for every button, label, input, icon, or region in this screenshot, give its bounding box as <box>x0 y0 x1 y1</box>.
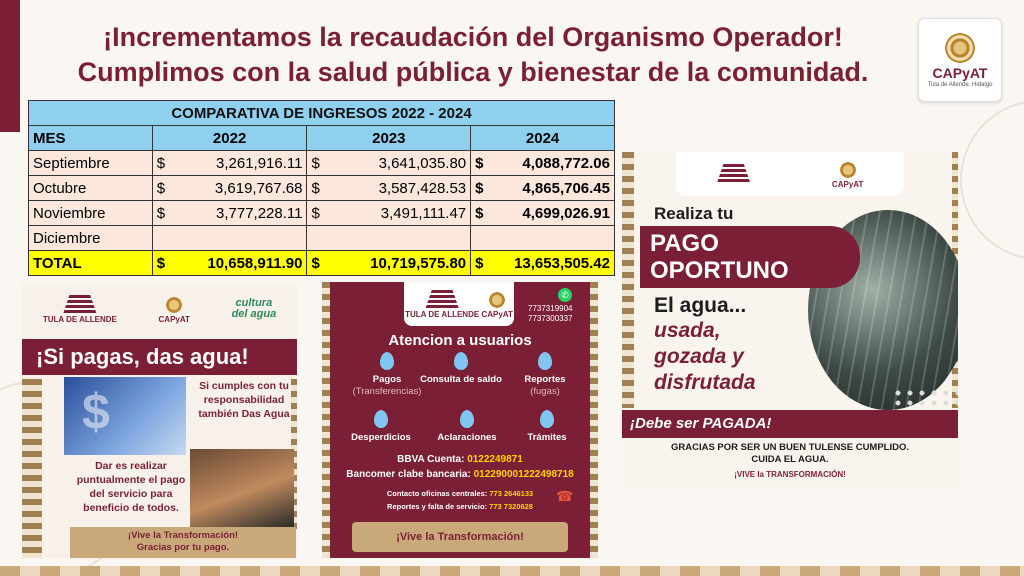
poster-text-1: Si cumples con tu responsabilidad también Das Agua <box>198 380 290 420</box>
headline-line-2: Cumplimos con la salud pública y bienestar de la comunidad. <box>77 57 869 87</box>
water-drop-icon <box>460 410 474 428</box>
debe-ser-pagada-banner: ¡Debe ser PAGADA! <box>622 410 958 438</box>
value-cell: $ 3,619,767.68 <box>152 176 307 201</box>
value-cell <box>152 226 307 251</box>
poster-logos <box>404 282 514 326</box>
gracias-text: GRACIAS POR SER UN BUEN TULENSE CUMPLIDO. CUIDA EL AGUA. <box>670 442 910 465</box>
header-2022: 2022 <box>152 126 307 151</box>
dollar-icon: $ <box>82 384 110 440</box>
value-cell: $ 3,777,228.11 <box>152 201 307 226</box>
accent-bar <box>0 0 20 132</box>
header-mes: MES <box>29 126 153 151</box>
capyat-mini-logo: CAPyAT <box>481 290 512 319</box>
bank-info: BBVA Cuenta: 0122249871 Bancomer clabe bancaria: 012290001222498718 <box>346 454 574 480</box>
value-cell <box>307 226 471 251</box>
water-drop-icon <box>380 352 394 370</box>
value-cell: $ 4,699,026.91 <box>471 201 615 226</box>
value-cell: $ 3,491,111.47 <box>307 201 471 226</box>
table-row <box>29 176 615 201</box>
poster-pago-oportuno <box>622 152 958 487</box>
tula-logo: TULA DE ALLENDE <box>43 295 117 324</box>
service-item: Pagos (Transferencias) <box>342 352 432 398</box>
value-cell: $ 3,641,035.80 <box>307 151 471 176</box>
woman-photo <box>190 449 294 527</box>
capyat-emblem-icon <box>838 160 858 180</box>
temple-icon <box>717 164 751 184</box>
service-item: Aclaraciones <box>422 410 512 444</box>
value-cell: $ 3,587,428.53 <box>307 176 471 201</box>
fret-border <box>22 379 42 558</box>
header-2023: 2023 <box>307 126 471 151</box>
phone-icon: ☎ <box>556 488 574 504</box>
poster-logos <box>676 152 904 196</box>
service-item: Trámites <box>502 410 592 444</box>
pago-oportuno-banner: PAGO OPORTUNO <box>640 226 860 288</box>
capyat-logo <box>918 18 1002 102</box>
total-cell: $ 10,719,575.80 <box>307 251 471 276</box>
realiza-text: Realiza tu <box>654 204 734 223</box>
table-title: COMPARATIVA DE INGRESOS 2022 - 2024 <box>29 101 615 126</box>
vive-text: ¡VIVE la TRANSFORMACIÓN! <box>734 470 846 479</box>
bottom-pattern-strip <box>0 566 1024 576</box>
total-cell: $ 10,658,911.90 <box>152 251 307 276</box>
month-cell: Noviembre <box>29 201 153 226</box>
fret-border <box>322 282 330 558</box>
water-drop-icon <box>454 352 468 370</box>
usada-text: usada, gozada y disfrutada <box>654 319 756 394</box>
contact-info: Contacto oficinas centrales: 773 2646133 Reportes y falta de servicio: 773 7320628 <box>386 489 534 511</box>
service-item: Consulta de saldo <box>416 352 506 386</box>
water-drop-icon <box>374 410 388 428</box>
logo-name: CAPyAT <box>932 64 988 81</box>
poster-text-2: Dar es realizar puntualmente el pago del servicio para beneficio de todos. <box>76 460 186 514</box>
coins-photo <box>892 388 958 408</box>
water-drop-icon <box>538 352 552 370</box>
capyat-emblem-icon <box>164 295 184 315</box>
fret-border <box>622 152 634 408</box>
poster-footer: ¡Vive la Transformación! <box>352 522 568 552</box>
value-cell: $ 4,865,706.45 <box>471 176 615 201</box>
poster-banner: ¡Si pagas, das agua! <box>22 339 297 375</box>
capyat-emblem-icon <box>945 33 975 63</box>
whatsapp-icon: ✆ <box>558 288 572 302</box>
poster-title: Atencion a usuarios <box>388 332 532 349</box>
logo-subtitle: Tula de Allende, Hidalgo <box>927 81 993 88</box>
poster-si-pagas <box>22 283 297 558</box>
capyat-emblem-icon <box>487 290 507 310</box>
month-cell: Octubre <box>29 176 153 201</box>
month-cell: Diciembre <box>29 226 153 251</box>
headline-line-1: ¡Incrementamos la recaudación del Organismo Operador! <box>103 22 843 52</box>
header-2024: 2024 <box>471 126 615 151</box>
value-cell: $ 4,088,772.06 <box>471 151 615 176</box>
poster-footer: ¡Vive la Transformación! Gracias por tu pago. <box>70 527 296 558</box>
total-cell: $ 13,653,505.42 <box>471 251 615 276</box>
capyat-mini-logo: CAPyAT <box>159 295 190 324</box>
cultura-del-agua-logo: cultura del agua <box>231 297 277 320</box>
tula-logo <box>717 164 751 184</box>
table-row <box>29 226 615 251</box>
whatsapp-phones: ✆ 7737319904 7737300337 <box>528 290 573 323</box>
temple-icon <box>63 295 97 315</box>
poster-logos <box>22 283 297 335</box>
table-header-row <box>29 126 615 151</box>
tula-logo: TULA DE ALLENDE <box>405 290 479 319</box>
headline <box>28 20 918 90</box>
table-total-row <box>29 251 615 276</box>
poster-atencion-usuarios <box>322 282 598 558</box>
value-cell <box>471 226 615 251</box>
income-comparison-table <box>28 100 615 276</box>
value-cell: $ 3,261,916.11 <box>152 151 307 176</box>
table-row <box>29 201 615 226</box>
total-label: TOTAL <box>29 251 153 276</box>
capyat-mini-logo: CAPyAT <box>832 160 863 189</box>
el-agua-text: El agua... <box>654 294 747 317</box>
background-ring <box>960 100 1024 260</box>
temple-icon <box>425 290 459 310</box>
service-item: Desperdicios <box>336 410 426 444</box>
month-cell: Septiembre <box>29 151 153 176</box>
faucet-photo <box>64 377 186 455</box>
water-drop-icon <box>540 410 554 428</box>
service-item: Reportes (fugas) <box>500 352 590 398</box>
table-row <box>29 151 615 176</box>
